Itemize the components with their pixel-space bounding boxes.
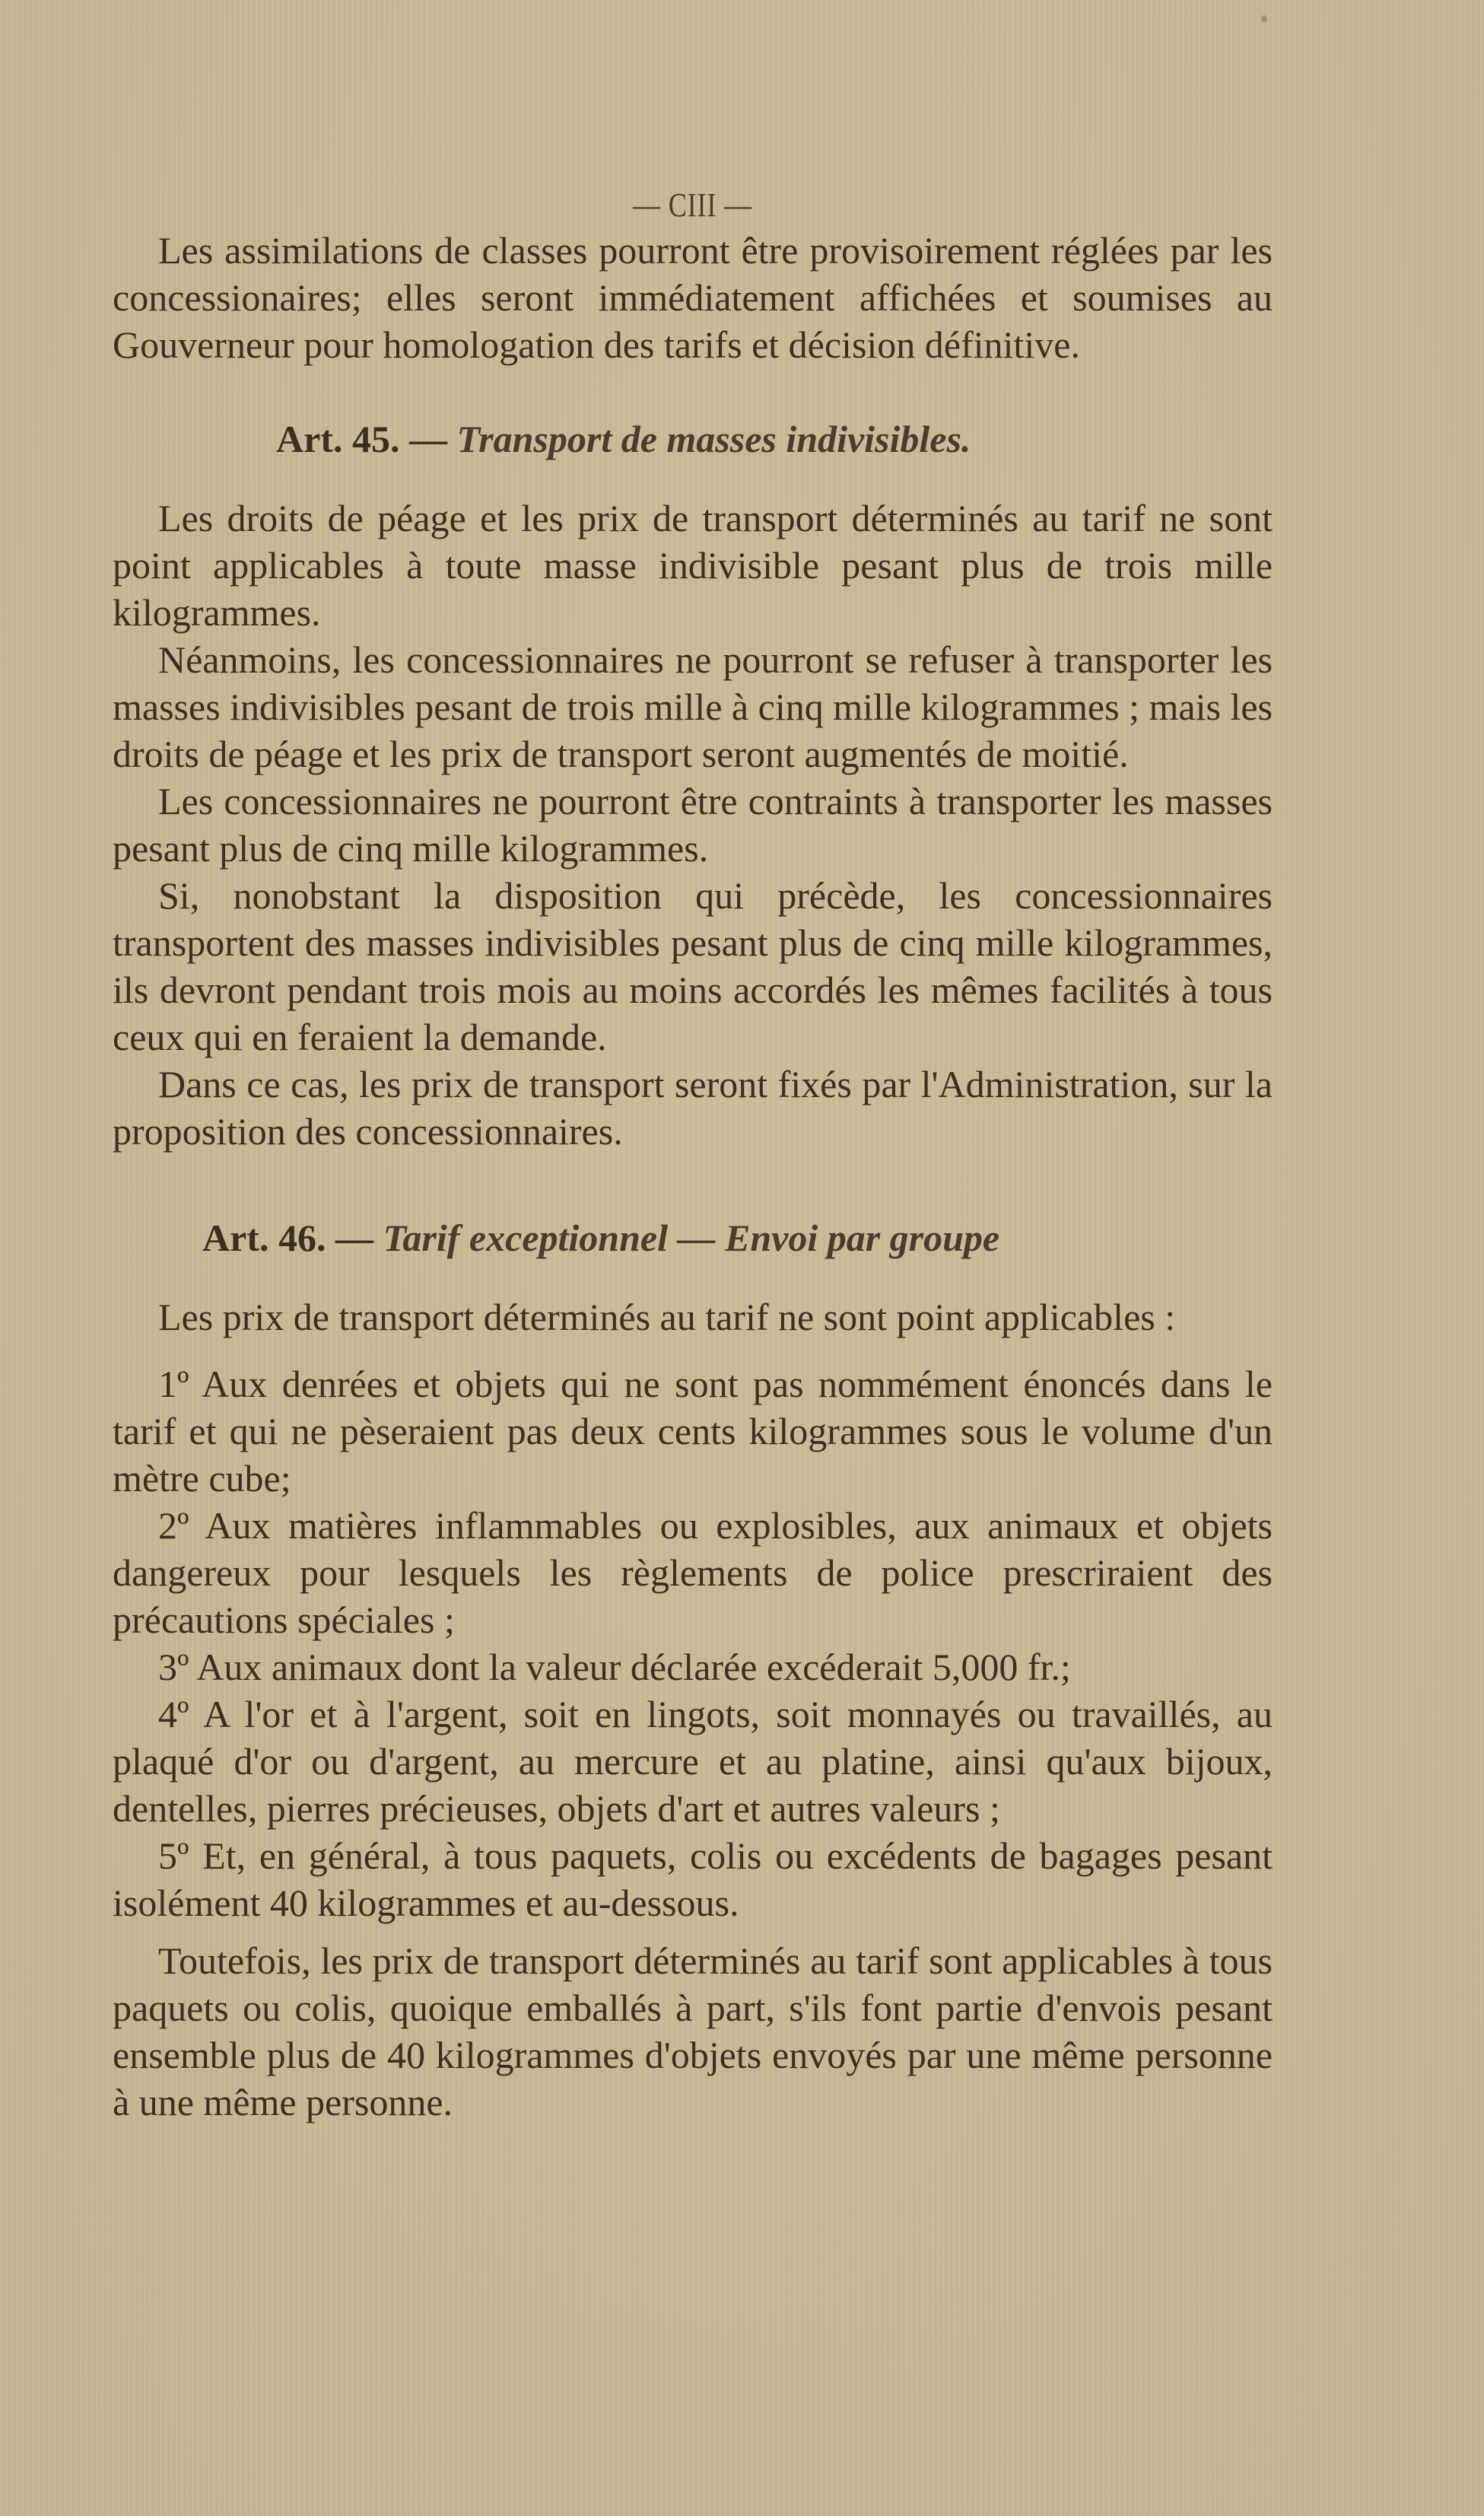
article-46-title: Tarif exceptionnel — Envoi par groupe: [383, 1217, 1000, 1259]
article-45-paragraph: Les droits de péage et les prix de transport déterminés au tarif ne sont point applicables à toute masse indivisible pesant plus de trois mille kilogrammes.: [113, 497, 1273, 634]
article-45-paragraph: Les concessionnaires ne pourront être contraints à transporter les masses pesant plus de cinq mille kilogrammes.: [113, 780, 1273, 870]
article-46-list-item: 5º Et, en général, à tous paquets, colis ou excédents de bagages pesant isolément 40 kilogrammes et au-dessous.: [113, 1834, 1273, 1924]
article-45-heading: [113, 415, 1273, 463]
article-46-list-item: 2º Aux matières inflammables ou explosibles, aux animaux et objets dangereux pour lesquels les règlements de police prescriraient des précautions spéciales ;: [113, 1504, 1273, 1641]
intro-paragraph: Les assimilations de classes pourront être provisoirement réglées par les concessionaires; elles seront immédiatement affichées et soumises au Gouverneur pour homologation des tarifs et décision définitive.: [113, 229, 1273, 366]
article-45-paragraph: Si, nonobstant la disposition qui précède, les concessionnaires transportent des masses indivisibles pesant plus de cinq mille kilogrammes, ils devront pendant trois mois au moins accordés les mêmes facilités à tous ceux qui en feraient la demande.: [113, 874, 1273, 1058]
article-46-list-item: 3º Aux animaux dont la valeur déclarée excéderait 5,000 fr.;: [158, 1646, 1071, 1688]
article-46-list-item: 4º A l'or et à l'argent, soit en lingots, soit monnayés ou travaillés, au plaqué d'or ou d'argent, au mercure et au platine, ainsi qu'aux bijoux, dentelles, pierres précieuses, objets d'art et autres valeurs ;: [113, 1693, 1273, 1830]
paper-speck: [1261, 15, 1267, 23]
article-45-number: Art. 45. —: [276, 418, 447, 460]
article-45-paragraph: Dans ce cas, les prix de transport seront fixés par l'Administration, sur la proposition des concessionnaires.: [113, 1063, 1273, 1153]
article-46-number: Art. 46. —: [202, 1217, 373, 1259]
page-number-header: — CIII —: [633, 186, 752, 224]
article-46-heading: [113, 1214, 1273, 1261]
article-46-intro: Les prix de transport déterminés au tarif ne sont point applicables :: [158, 1296, 1176, 1338]
article-45-title: Transport de masses indivisibles.: [456, 418, 971, 460]
document-page: [113, 183, 1273, 2126]
article-46-closing: Toutefois, les prix de transport déterminés au tarif sont applicables à tous paquets ou colis, quoique emballés à part, s'ils font partie d'envois pesant ensemble plus de 40 kilogrammes d'objets envoyés par une même personne à une même personne.: [113, 1939, 1273, 2123]
article-46-list-item: 1º Aux denrées et objets qui ne sont pas nommément énoncés dans le tarif et qui ne pèseraient pas deux cents kilogrammes sous le volume d'un mètre cube;: [113, 1363, 1273, 1500]
article-45-paragraph: Néanmoins, les concessionnaires ne pourront se refuser à transporter les masses indivisibles pesant de trois mille à cinq mille kilogrammes ; mais les droits de péage et les prix de transport seront augmentés de moitié.: [113, 638, 1273, 775]
